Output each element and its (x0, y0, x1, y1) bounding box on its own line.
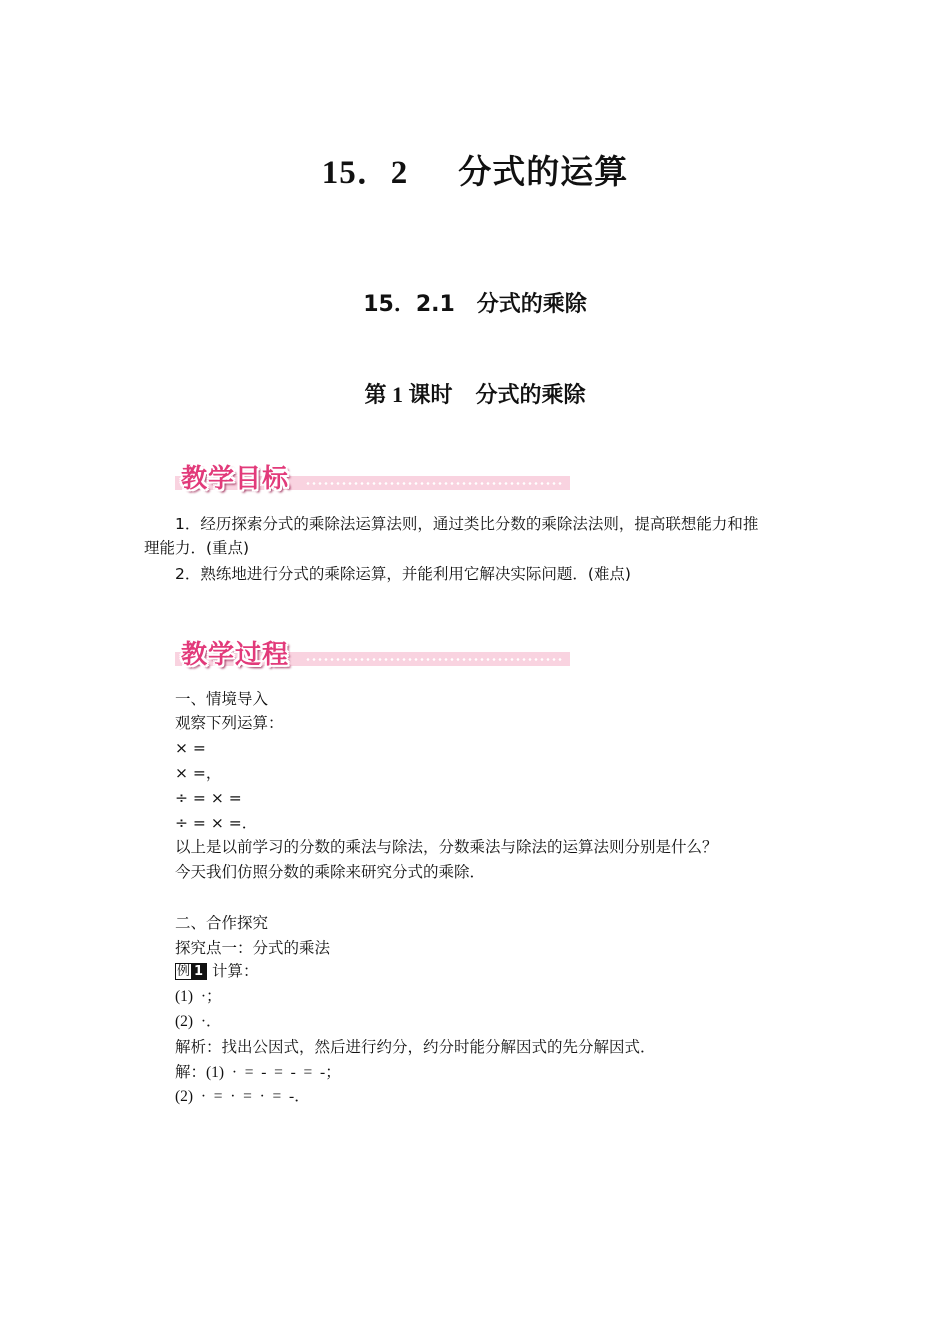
intro-text: 今天我们仿照分数的乘除来研究分式的乘除． (175, 863, 486, 881)
question-text: 以上是以前学习的分数的乘法与除法，分数乘法与除法的运算法则分别是什么？ (175, 838, 718, 856)
analysis-label: 解析： (175, 1038, 222, 1056)
operation-3: ÷ = × = (175, 789, 242, 807)
analysis-text: 找出公因式，然后进行约分，约分时能分解因式的先分解因式． (221, 1039, 656, 1056)
process-banner-label: 教学过程 (181, 640, 290, 670)
solution-2: (2) · = · = · = -． (175, 1088, 310, 1105)
objectives-banner (175, 458, 570, 496)
operation-1: × = (175, 739, 206, 757)
banner-dots (305, 658, 563, 661)
example-number: 1 (191, 964, 206, 979)
banner-dots (305, 482, 563, 485)
objective-2: 2．熟练地进行分式的乘除运算，并能利用它解决实际问题．(难点) (175, 565, 631, 583)
operation-2: × =， (175, 764, 222, 782)
lesson-number: 第 1 课时 (364, 382, 453, 407)
chapter-number: 15．2 (321, 155, 409, 191)
process-banner (175, 634, 570, 672)
question-1: (1) ·； (175, 988, 222, 1005)
objective-1-line1: 1．经历探索分式的乘除法运算法则，通过类比分数的乘除法法则，提高联想能力和推 (175, 515, 759, 533)
example-text: 计算： (212, 962, 259, 980)
solution-1 (175, 1061, 341, 1084)
part2-title: 二、合作探究 (175, 914, 269, 932)
observe-text: 观察下列运算： (175, 714, 284, 732)
objective-1-line2: 理能力．(重点) (144, 539, 250, 557)
section-title: 15．2.1 分式的乘除 (363, 292, 587, 317)
chapter-title (0, 146, 950, 193)
example-badge (175, 963, 207, 980)
example-label: 例 (177, 964, 191, 979)
solution-label: 解： (175, 1063, 207, 1081)
operation-4: ÷ = × =． (175, 814, 258, 832)
point1-title: 探究点一：分式的乘法 (175, 939, 331, 957)
lesson-title (0, 378, 950, 409)
part1-title: 一、情境导入 (175, 690, 269, 708)
objectives-banner-label: 教学目标 (181, 464, 290, 494)
solution-1-text: (1) · = - = - = -； (206, 1064, 341, 1081)
analysis (175, 1036, 656, 1059)
chapter-title-text: 分式的运算 (458, 152, 629, 191)
lesson-title-text: 分式的乘除 (475, 383, 586, 408)
example-1 (175, 960, 259, 982)
question-2: (2) ·． (175, 1013, 222, 1030)
